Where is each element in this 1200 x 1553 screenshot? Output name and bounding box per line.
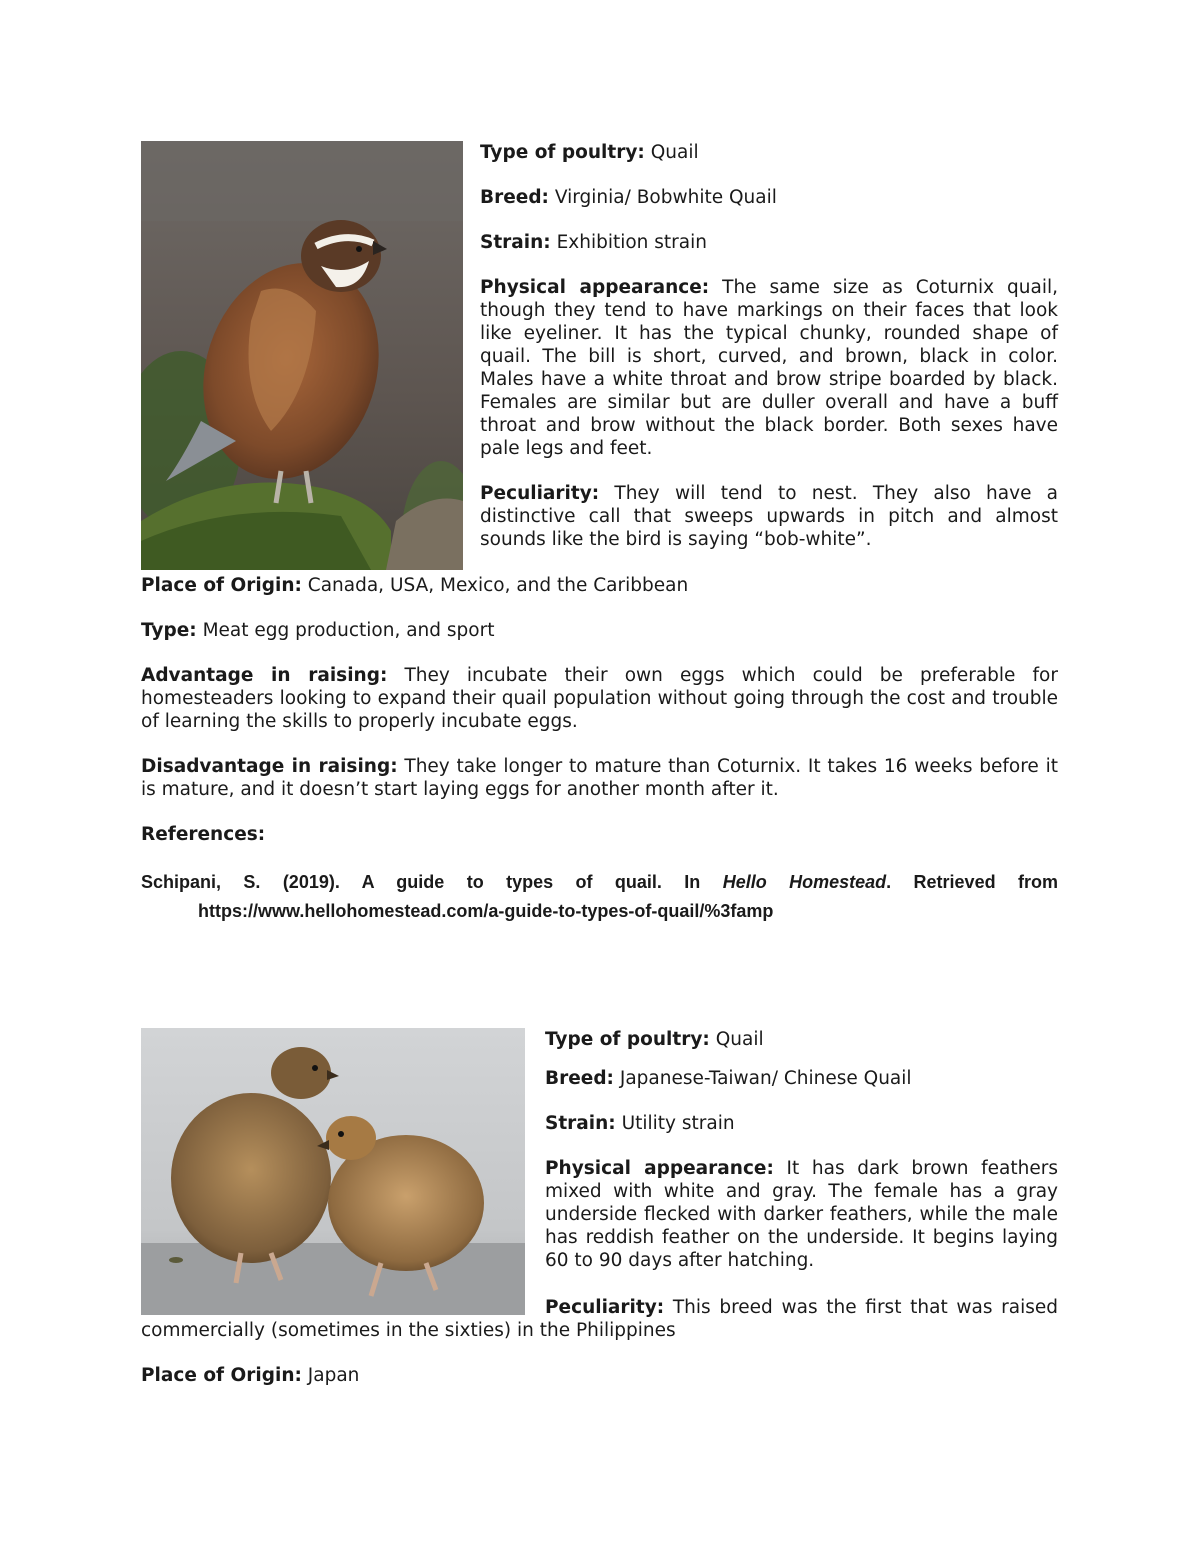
entry1-full-text	[141, 574, 1058, 846]
entry1-place-of-origin: Place of Origin: Canada, USA, Mexico, and the Caribbean	[141, 575, 689, 596]
entry1-peculiarity: Peculiarity: They will tend to nest. They also have a distinctive call that sweeps upwards in pitch and almost sounds like the bird is saying “bob-white”.	[480, 483, 1058, 550]
entry1-physical-appearance: Physical appearance: The same size as Coturnix quail, though they tend to have markings on their faces that look like eyeliner. It has the typical chunky, rounded shape of quail. The bill is short, curved, and brown, black in color. Males have a white throat and brow stripe boarded by black. Females are similar but are duller overall and have a buff throat and brow without the black border. Both sexes have pale legs and feet.	[480, 277, 1058, 459]
entry2-place-of-origin: Place of Origin: Japan	[141, 1365, 360, 1386]
references-heading: References:	[141, 824, 266, 845]
reference-text-2: . Retrieved from	[886, 872, 1058, 892]
entry2-type-of-poultry: Type of poultry: Quail	[545, 1029, 764, 1050]
entry1-type-of-poultry: Type of poultry: Quail	[480, 142, 699, 163]
entry1-type: Type: Meat egg production, and sport	[141, 620, 495, 641]
reference-text-1: Schipani, S. (2019). A guide to types of quail. In	[141, 872, 701, 892]
entry2-physical-appearance: Physical appearance: It has dark brown feathers mixed with white and gray. The female has a gray underside flecked with darker feathers, while the male has reddish feather on the underside. It begins laying 60 to 90 days after hatching.	[545, 1158, 1058, 1271]
entry2-strain: Strain: Utility strain	[545, 1113, 735, 1134]
entry1-breed: Breed: Virginia/ Bobwhite Quail	[480, 187, 777, 208]
entry2-peculiarity: Peculiarity: This breed was the first that was raised commercially (sometimes in the sixties) in the Philippines Place of Origin: Japan	[141, 1297, 1058, 1386]
entry1-advantage: Advantage in raising: They incubate their own eggs which could be preferable for homesteaders looking to expand their quail population without going through the cost and trouble of learning the skills to properly incubate eggs.	[141, 665, 1058, 732]
bobwhite-quail-photo	[141, 141, 463, 570]
reference-url-link[interactable]: https://www.hellohomestead.com/a-guide-to-types-of-quail/%3famp	[198, 901, 774, 921]
entry2-breed: Breed: Japanese-Taiwan/ Chinese Quail	[545, 1068, 912, 1089]
japanese-quail-pair-photo	[141, 1028, 525, 1315]
reference-source: Hello Homestead	[722, 872, 887, 892]
entry1-disadvantage: Disadvantage in raising: They take longer to mature than Coturnix. It takes 16 weeks before it is mature, and it doesn’t start laying eggs for another month after it.	[141, 756, 1058, 800]
entry1-strain: Strain: Exhibition strain	[480, 232, 707, 253]
entry1-side-text	[480, 141, 1058, 551]
reference-citation	[141, 868, 1058, 926]
entry2-side-text	[545, 1028, 1058, 1272]
